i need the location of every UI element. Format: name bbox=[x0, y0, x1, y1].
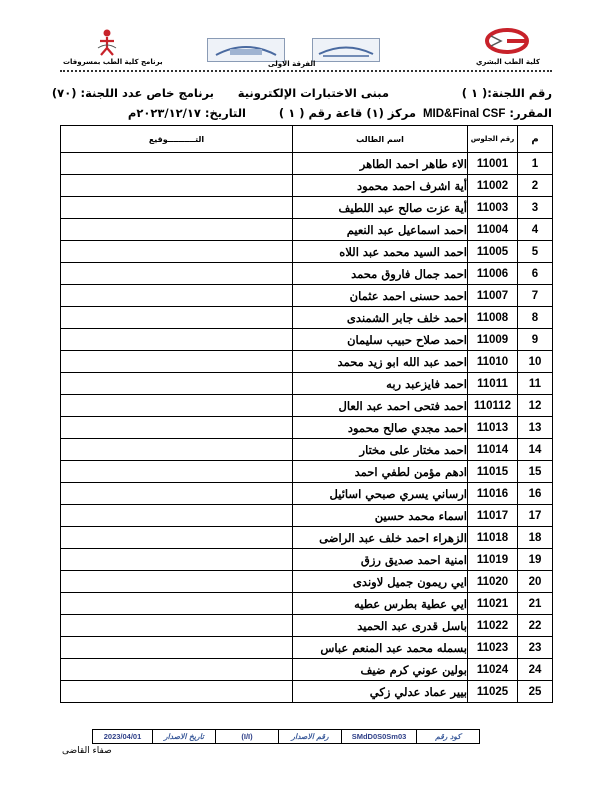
table-row bbox=[61, 527, 553, 549]
row-index: 12 bbox=[518, 395, 553, 417]
header-signature: التــــــــــوقيع bbox=[61, 126, 293, 153]
table-row bbox=[61, 351, 553, 373]
row-index: 3 bbox=[518, 197, 553, 219]
row-index: 21 bbox=[518, 593, 553, 615]
row-student-name: احمد مختار على مختار bbox=[293, 439, 468, 461]
table-row bbox=[61, 659, 553, 681]
row-seat-number: 11021 bbox=[468, 593, 518, 615]
row-student-name: أية اشرف احمد محمود bbox=[293, 175, 468, 197]
row-student-name: أية عزت صالح عبد اللطيف bbox=[293, 197, 468, 219]
row-index: 13 bbox=[518, 417, 553, 439]
row-index: 19 bbox=[518, 549, 553, 571]
row-signature-cell bbox=[61, 285, 293, 307]
issue-date-label: تاريخ الاصدار bbox=[164, 732, 204, 741]
row-seat-number: 11014 bbox=[468, 439, 518, 461]
row-seat-number: 11024 bbox=[468, 659, 518, 681]
row-index: 24 bbox=[518, 659, 553, 681]
exam-building: مبنى الاختبارات الإلكترونية bbox=[237, 86, 389, 100]
table-row bbox=[61, 285, 553, 307]
table-header-row bbox=[61, 126, 553, 153]
row-student-name: احمد فتحى احمد عبد العال bbox=[293, 395, 468, 417]
row-student-name: احمد مجدي صالح محمود bbox=[293, 417, 468, 439]
table-row bbox=[61, 637, 553, 659]
row-index: 11 bbox=[518, 373, 553, 395]
course-value: MID&Final CSF bbox=[422, 108, 506, 120]
row-index: 6 bbox=[518, 263, 553, 285]
table-row bbox=[61, 175, 553, 197]
row-student-name: ايي ريمون جميل لاوندى bbox=[293, 571, 468, 593]
header-seat-number: رقم الجلوس bbox=[468, 126, 518, 153]
row-student-name: احمد اسماعيل عبد النعيم bbox=[293, 219, 468, 241]
table-row bbox=[61, 549, 553, 571]
table-row bbox=[61, 483, 553, 505]
table-row bbox=[61, 615, 553, 637]
row-seat-number: 11025 bbox=[468, 681, 518, 703]
row-seat-number: 11005 bbox=[468, 241, 518, 263]
row-seat-number: 11003 bbox=[468, 197, 518, 219]
row-index: 16 bbox=[518, 483, 553, 505]
table-row bbox=[61, 153, 553, 175]
table-row bbox=[61, 571, 553, 593]
row-student-name: احمد خلف جابر الشمندى bbox=[293, 307, 468, 329]
row-seat-number: 11020 bbox=[468, 571, 518, 593]
center-hall: مركز (١) قاعة رقم ( ١ ) bbox=[278, 106, 416, 120]
row-seat-number: 11017 bbox=[468, 505, 518, 527]
row-signature-cell bbox=[61, 197, 293, 219]
row-student-name: الزهراء احمد خلف عبد الراضى bbox=[293, 527, 468, 549]
header-index: م bbox=[518, 126, 553, 153]
faculty-caption: كلية الطب البشري bbox=[476, 58, 540, 66]
row-seat-number: 11006 bbox=[468, 263, 518, 285]
row-seat-number: 11016 bbox=[468, 483, 518, 505]
row-student-name: امنية احمد صديق رزق bbox=[293, 549, 468, 571]
code-value: SMdD0S0Sm03 bbox=[351, 732, 407, 741]
row-student-name: ايي عطية بطرس عطيه bbox=[293, 593, 468, 615]
row-signature-cell bbox=[61, 461, 293, 483]
row-index: 10 bbox=[518, 351, 553, 373]
issue-value: (I/I) bbox=[241, 732, 253, 741]
row-student-name: احمد صلاح حبيب سليمان bbox=[293, 329, 468, 351]
row-signature-cell bbox=[61, 527, 293, 549]
table-row bbox=[61, 439, 553, 461]
row-index: 23 bbox=[518, 637, 553, 659]
row-seat-number: 11007 bbox=[468, 285, 518, 307]
program-committee-count: برنامج خاص عدد اللجنة: (٧٠) bbox=[51, 86, 214, 100]
row-signature-cell bbox=[61, 505, 293, 527]
table-row bbox=[61, 461, 553, 483]
row-signature-cell bbox=[61, 417, 293, 439]
attendance-table bbox=[60, 125, 553, 703]
code-label: كود رقم bbox=[435, 732, 461, 741]
university-emblem-2 bbox=[312, 38, 380, 62]
row-seat-number: 11009 bbox=[468, 329, 518, 351]
signature-name: صفاء القاضى bbox=[62, 746, 112, 756]
table-row bbox=[61, 263, 553, 285]
row-index: 2 bbox=[518, 175, 553, 197]
course-line bbox=[423, 106, 552, 120]
table-row bbox=[61, 307, 553, 329]
row-index: 15 bbox=[518, 461, 553, 483]
row-signature-cell bbox=[61, 681, 293, 703]
year-caption: الفرقة الاولى bbox=[268, 60, 316, 68]
document-control-box bbox=[92, 729, 480, 744]
row-index: 18 bbox=[518, 527, 553, 549]
header-student-name: اسم الطالب bbox=[293, 126, 468, 153]
committee-number: رقم اللجنة:( ١ ) bbox=[461, 86, 552, 100]
program-logo bbox=[94, 28, 120, 56]
university-emblem-1 bbox=[207, 38, 285, 62]
row-signature-cell bbox=[61, 659, 293, 681]
row-seat-number: 11018 bbox=[468, 527, 518, 549]
issue-label: رقم الاصدار bbox=[291, 732, 329, 741]
row-signature-cell bbox=[61, 351, 293, 373]
row-seat-number: 11010 bbox=[468, 351, 518, 373]
row-seat-number: 11015 bbox=[468, 461, 518, 483]
row-signature-cell bbox=[61, 571, 293, 593]
row-index: 4 bbox=[518, 219, 553, 241]
row-seat-number: 11002 bbox=[468, 175, 518, 197]
row-seat-number: 11008 bbox=[468, 307, 518, 329]
row-signature-cell bbox=[61, 241, 293, 263]
row-signature-cell bbox=[61, 307, 293, 329]
row-seat-number: 11023 bbox=[468, 637, 518, 659]
row-signature-cell bbox=[61, 439, 293, 461]
row-index: 14 bbox=[518, 439, 553, 461]
row-index: 9 bbox=[518, 329, 553, 351]
row-student-name: بسمله محمد عبد المنعم عباس bbox=[293, 637, 468, 659]
row-signature-cell bbox=[61, 373, 293, 395]
row-student-name: ارساني يسري صبحي اسائيل bbox=[293, 483, 468, 505]
row-index: 22 bbox=[518, 615, 553, 637]
row-signature-cell bbox=[61, 395, 293, 417]
row-student-name: ادهم مؤمن لطفي احمد bbox=[293, 461, 468, 483]
row-signature-cell bbox=[61, 263, 293, 285]
table-row bbox=[61, 417, 553, 439]
row-student-name: احمد جمال فاروق محمد bbox=[293, 263, 468, 285]
row-signature-cell bbox=[61, 175, 293, 197]
row-student-name: احمد السيد محمد عبد اللاه bbox=[293, 241, 468, 263]
row-signature-cell bbox=[61, 153, 293, 175]
row-seat-number: 11013 bbox=[468, 417, 518, 439]
faculty-logo bbox=[485, 28, 529, 54]
row-student-name: احمد فايزعبد ربه bbox=[293, 373, 468, 395]
row-student-name: بولين عوني كرم ضيف bbox=[293, 659, 468, 681]
row-student-name: احمد عبد الله ابو زيد محمد bbox=[293, 351, 468, 373]
row-seat-number: 11004 bbox=[468, 219, 518, 241]
issue-date-value: 2023/04/01 bbox=[103, 732, 142, 741]
table-row bbox=[61, 505, 553, 527]
table-row bbox=[61, 329, 553, 351]
row-signature-cell bbox=[61, 615, 293, 637]
row-index: 5 bbox=[518, 241, 553, 263]
row-signature-cell bbox=[61, 329, 293, 351]
table-row bbox=[61, 681, 553, 703]
row-index: 25 bbox=[518, 681, 553, 703]
row-seat-number: 11019 bbox=[468, 549, 518, 571]
row-student-name: باسل قدرى عبد الحميد bbox=[293, 615, 468, 637]
table-row bbox=[61, 593, 553, 615]
row-index: 20 bbox=[518, 571, 553, 593]
program-caption: برنامج كلية الطب بمسروفات bbox=[63, 58, 163, 66]
row-index: 1 bbox=[518, 153, 553, 175]
exam-date: التاريخ: ٢٠٢٣/١٢/١٧م bbox=[127, 106, 246, 120]
row-signature-cell bbox=[61, 219, 293, 241]
row-index: 17 bbox=[518, 505, 553, 527]
row-student-name: الاء طاهر احمد الطاهر bbox=[293, 153, 468, 175]
table-row bbox=[61, 373, 553, 395]
row-seat-number: 11022 bbox=[468, 615, 518, 637]
row-student-name: اسماء محمد حسين bbox=[293, 505, 468, 527]
row-signature-cell bbox=[61, 637, 293, 659]
row-seat-number: 110112 bbox=[468, 395, 518, 417]
row-index: 8 bbox=[518, 307, 553, 329]
row-student-name: احمد حسنى احمد عثمان bbox=[293, 285, 468, 307]
course-label: المقرر: bbox=[509, 106, 552, 120]
table-row bbox=[61, 197, 553, 219]
row-index: 7 bbox=[518, 285, 553, 307]
table-row bbox=[61, 241, 553, 263]
row-signature-cell bbox=[61, 593, 293, 615]
table-row bbox=[61, 395, 553, 417]
row-signature-cell bbox=[61, 483, 293, 505]
row-student-name: بيير عماد عدلي زكي bbox=[293, 681, 468, 703]
table-row bbox=[61, 219, 553, 241]
row-seat-number: 11011 bbox=[468, 373, 518, 395]
row-signature-cell bbox=[61, 549, 293, 571]
row-seat-number: 11001 bbox=[468, 153, 518, 175]
header-divider bbox=[60, 70, 552, 72]
